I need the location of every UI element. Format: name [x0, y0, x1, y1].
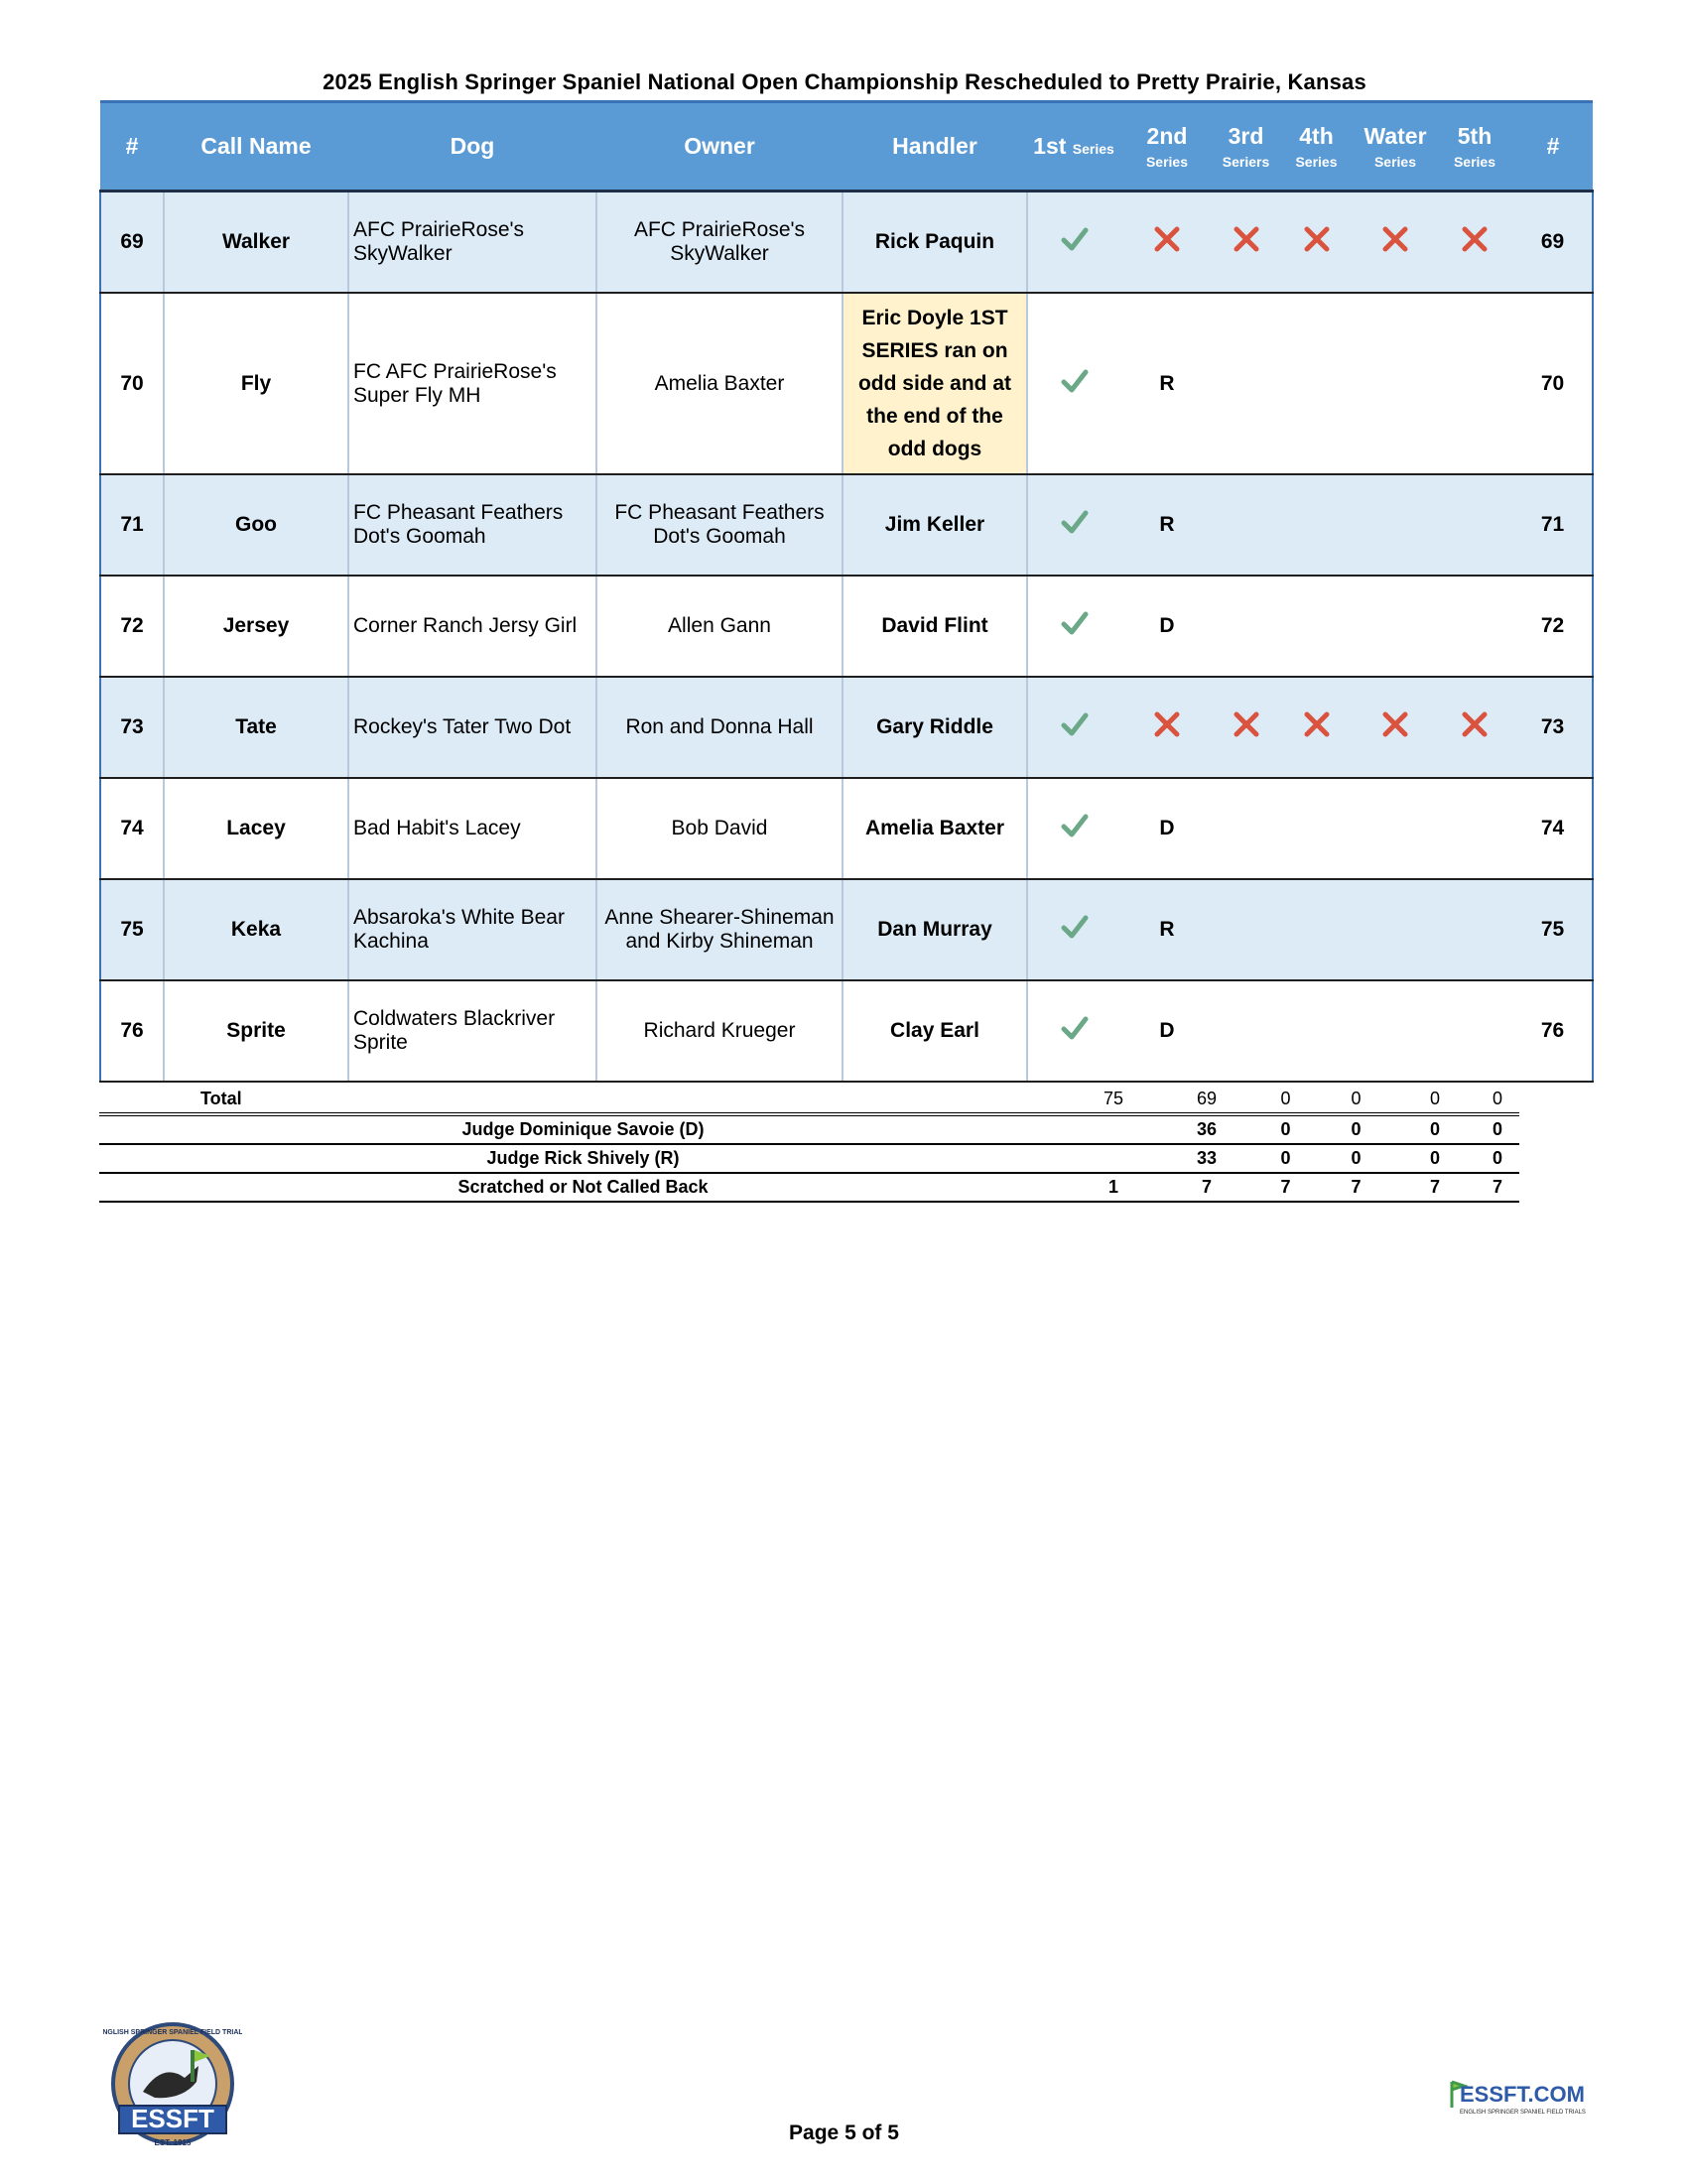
- cell-series-4: [1278, 980, 1355, 1082]
- cell-series-1: [1027, 778, 1120, 879]
- cell-owner: Richard Krueger: [596, 980, 843, 1082]
- judge-d-label: Judge Dominique Savoie (D): [99, 1114, 1067, 1144]
- check-icon: [1060, 224, 1090, 254]
- judge-d-s3: 0: [1253, 1114, 1318, 1144]
- page-number: Page 5 of 5: [789, 2121, 899, 2144]
- cell-series-2: [1120, 778, 1214, 879]
- table-row: [100, 474, 1593, 576]
- cell-owner: AFC PrairieRose's SkyWalker: [596, 192, 843, 294]
- col-handler: Handler: [843, 102, 1027, 192]
- cell-owner: Anne Shearer-Shineman and Kirby Shineman: [596, 879, 843, 980]
- series-result: D: [1159, 817, 1175, 839]
- table-row: [100, 677, 1593, 778]
- check-icon: [1060, 912, 1090, 942]
- cell-call-name: Goo: [164, 474, 348, 576]
- cell-num: 73: [100, 677, 164, 778]
- logo-right-text: ESSFT.COM: [1460, 2082, 1585, 2107]
- cell-num: 75: [100, 879, 164, 980]
- cell-series-4: [1278, 474, 1355, 576]
- x-icon: [1380, 224, 1410, 254]
- cell-series-3: [1214, 293, 1278, 474]
- cell-handler: Rick Paquin: [843, 192, 1027, 294]
- scratched-s2: 7: [1160, 1173, 1253, 1202]
- table-row: [100, 576, 1593, 677]
- total-s1: 75: [1067, 1085, 1160, 1114]
- document-title: 2025 English Springer Spaniel National Open Championship Rescheduled to Pretty Prairie, Kansas: [323, 69, 1366, 94]
- cell-series-3: [1214, 192, 1278, 294]
- table-row: [100, 879, 1593, 980]
- cell-series-3: [1214, 576, 1278, 677]
- cell-series-1: [1027, 293, 1120, 474]
- total-s3: 0: [1253, 1085, 1318, 1114]
- essft-com-logo: [1444, 2072, 1593, 2121]
- cell-series-4: [1278, 677, 1355, 778]
- check-icon: [1060, 1013, 1090, 1043]
- series-result: R: [1159, 371, 1175, 395]
- cell-dog: AFC PrairieRose's SkyWalker: [348, 192, 596, 294]
- cell-series-5: [1436, 677, 1513, 778]
- cell-dog: Coldwaters Blackriver Sprite: [348, 980, 596, 1082]
- logo-left-est: EST. 1915: [154, 2138, 192, 2147]
- col-dog: Dog: [348, 102, 596, 192]
- judge-d-water: 0: [1394, 1114, 1476, 1144]
- cell-series-5: [1436, 576, 1513, 677]
- judge-r-s3: 0: [1253, 1144, 1318, 1173]
- col-owner: Owner: [596, 102, 843, 192]
- cell-series-water: [1355, 576, 1436, 677]
- col-series-water: Water Series: [1355, 102, 1436, 192]
- x-icon: [1232, 709, 1261, 739]
- cell-series-1: [1027, 192, 1120, 294]
- cell-num: 69: [100, 192, 164, 294]
- cell-series-water: [1355, 474, 1436, 576]
- total-s2: 69: [1160, 1085, 1253, 1114]
- cell-series-2: [1120, 576, 1214, 677]
- cell-series-water: [1355, 192, 1436, 294]
- judge-r-row: [99, 1144, 1519, 1173]
- x-icon: [1152, 709, 1182, 739]
- col-series-3: 3rd Seriers: [1214, 102, 1278, 192]
- cell-num-right: 72: [1513, 576, 1593, 677]
- total-row: [99, 1085, 1519, 1114]
- series-result: R: [1159, 513, 1175, 536]
- cell-handler: Eric Doyle 1ST SERIES ran on odd side and at the end of the odd dogs: [843, 293, 1027, 474]
- cell-series-1: [1027, 576, 1120, 677]
- col-num: #: [100, 102, 164, 192]
- cell-series-2: [1120, 677, 1214, 778]
- table-row: [100, 778, 1593, 879]
- logo-left-ring: ENGLISH SPRINGER SPANIEL FIELD TRIALS: [103, 2029, 242, 2036]
- judge-d-row: [99, 1114, 1519, 1144]
- cell-series-4: [1278, 192, 1355, 294]
- scratched-row: [99, 1173, 1519, 1202]
- cell-series-2: [1120, 192, 1214, 294]
- judge-r-s1: [1067, 1144, 1160, 1173]
- cell-series-1: [1027, 474, 1120, 576]
- cell-num-right: 69: [1513, 192, 1593, 294]
- cell-num-right: 76: [1513, 980, 1593, 1082]
- cell-num: 71: [100, 474, 164, 576]
- x-icon: [1380, 709, 1410, 739]
- cell-owner: Bob David: [596, 778, 843, 879]
- judge-r-s4: 0: [1318, 1144, 1394, 1173]
- scratched-s3: 7: [1253, 1173, 1318, 1202]
- col-series-4: 4th Series: [1278, 102, 1355, 192]
- cell-num: 76: [100, 980, 164, 1082]
- cell-series-5: [1436, 980, 1513, 1082]
- total-label: Total: [99, 1085, 1067, 1114]
- cell-series-water: [1355, 778, 1436, 879]
- cell-series-2: [1120, 980, 1214, 1082]
- cell-series-1: [1027, 879, 1120, 980]
- cell-series-5: [1436, 879, 1513, 980]
- cell-series-water: [1355, 293, 1436, 474]
- cell-series-5: [1436, 778, 1513, 879]
- col-series-2: 2nd Series: [1120, 102, 1214, 192]
- cell-handler: Gary Riddle: [843, 677, 1027, 778]
- table-row: [100, 192, 1593, 294]
- results-table: [99, 100, 1594, 1083]
- scratched-water: 7: [1394, 1173, 1476, 1202]
- cell-series-3: [1214, 474, 1278, 576]
- scratched-label: Scratched or Not Called Back: [99, 1173, 1067, 1202]
- cell-dog: Rockey's Tater Two Dot: [348, 677, 596, 778]
- cell-owner: Ron and Donna Hall: [596, 677, 843, 778]
- judge-d-s4: 0: [1318, 1114, 1394, 1144]
- cell-call-name: Lacey: [164, 778, 348, 879]
- total-s4: 0: [1318, 1085, 1394, 1114]
- x-icon: [1460, 224, 1490, 254]
- cell-num-right: 71: [1513, 474, 1593, 576]
- cell-dog: FC Pheasant Feathers Dot's Goomah: [348, 474, 596, 576]
- cell-series-3: [1214, 980, 1278, 1082]
- totals-table: [99, 1085, 1519, 1203]
- cell-series-water: [1355, 677, 1436, 778]
- check-icon: [1060, 709, 1090, 739]
- table-header-row: [100, 102, 1593, 192]
- cell-call-name: Keka: [164, 879, 348, 980]
- scratched-s1: 1: [1067, 1173, 1160, 1202]
- cell-series-5: [1436, 192, 1513, 294]
- x-icon: [1302, 224, 1332, 254]
- cell-dog: Absaroka's White Bear Kachina: [348, 879, 596, 980]
- x-icon: [1460, 709, 1490, 739]
- col-series-1: 1st Series: [1027, 102, 1120, 192]
- cell-handler: David Flint: [843, 576, 1027, 677]
- cell-series-5: [1436, 474, 1513, 576]
- cell-series-3: [1214, 778, 1278, 879]
- judge-r-water: 0: [1394, 1144, 1476, 1173]
- cell-series-water: [1355, 879, 1436, 980]
- x-icon: [1302, 709, 1332, 739]
- cell-series-2: [1120, 474, 1214, 576]
- cell-dog: Bad Habit's Lacey: [348, 778, 596, 879]
- cell-series-3: [1214, 879, 1278, 980]
- cell-series-1: [1027, 980, 1120, 1082]
- series-result: D: [1159, 1019, 1175, 1042]
- cell-owner: Allen Gann: [596, 576, 843, 677]
- table-row: [100, 293, 1593, 474]
- cell-handler: Amelia Baxter: [843, 778, 1027, 879]
- x-icon: [1232, 224, 1261, 254]
- cell-num: 70: [100, 293, 164, 474]
- cell-dog: FC AFC PrairieRose's Super Fly MH: [348, 293, 596, 474]
- cell-owner: Amelia Baxter: [596, 293, 843, 474]
- cell-call-name: Jersey: [164, 576, 348, 677]
- logo-left-text: ESSFT: [131, 2104, 214, 2133]
- cell-handler: Jim Keller: [843, 474, 1027, 576]
- judge-r-label: Judge Rick Shively (R): [99, 1144, 1067, 1173]
- col-call-name: Call Name: [164, 102, 348, 192]
- x-icon: [1152, 224, 1182, 254]
- check-icon: [1060, 507, 1090, 537]
- cell-num-right: 74: [1513, 778, 1593, 879]
- cell-call-name: Sprite: [164, 980, 348, 1082]
- cell-call-name: Walker: [164, 192, 348, 294]
- col-series-5: 5th Series: [1436, 102, 1513, 192]
- cell-series-3: [1214, 677, 1278, 778]
- judge-r-s5: 0: [1476, 1144, 1519, 1173]
- cell-series-4: [1278, 879, 1355, 980]
- judge-d-s2: 36: [1160, 1114, 1253, 1144]
- cell-num-right: 73: [1513, 677, 1593, 778]
- cell-num-right: 75: [1513, 879, 1593, 980]
- cell-series-water: [1355, 980, 1436, 1082]
- check-icon: [1060, 366, 1090, 396]
- scratched-s5: 7: [1476, 1173, 1519, 1202]
- cell-series-1: [1027, 677, 1120, 778]
- cell-series-4: [1278, 576, 1355, 677]
- cell-dog: Corner Ranch Jersy Girl: [348, 576, 596, 677]
- cell-series-5: [1436, 293, 1513, 474]
- cell-handler: Dan Murray: [843, 879, 1027, 980]
- total-s5: 0: [1476, 1085, 1519, 1114]
- cell-call-name: Fly: [164, 293, 348, 474]
- cell-handler: Clay Earl: [843, 980, 1027, 1082]
- check-icon: [1060, 811, 1090, 840]
- col-num-right: #: [1513, 102, 1593, 192]
- check-icon: [1060, 608, 1090, 638]
- series-result: R: [1159, 918, 1175, 941]
- judge-d-s5: 0: [1476, 1114, 1519, 1144]
- cell-num: 72: [100, 576, 164, 677]
- scratched-s4: 7: [1318, 1173, 1394, 1202]
- cell-num: 74: [100, 778, 164, 879]
- cell-series-4: [1278, 293, 1355, 474]
- cell-owner: FC Pheasant Feathers Dot's Goomah: [596, 474, 843, 576]
- cell-series-2: [1120, 879, 1214, 980]
- cell-num-right: 70: [1513, 293, 1593, 474]
- cell-series-2: [1120, 293, 1214, 474]
- judge-d-s1: [1067, 1114, 1160, 1144]
- series-result: D: [1159, 614, 1175, 637]
- cell-series-4: [1278, 778, 1355, 879]
- judge-r-s2: 33: [1160, 1144, 1253, 1173]
- total-water: 0: [1394, 1085, 1476, 1114]
- cell-call-name: Tate: [164, 677, 348, 778]
- table-row: [100, 980, 1593, 1082]
- logo-right-sub: ENGLISH SPRINGER SPANIEL FIELD TRIALS: [1460, 2110, 1586, 2116]
